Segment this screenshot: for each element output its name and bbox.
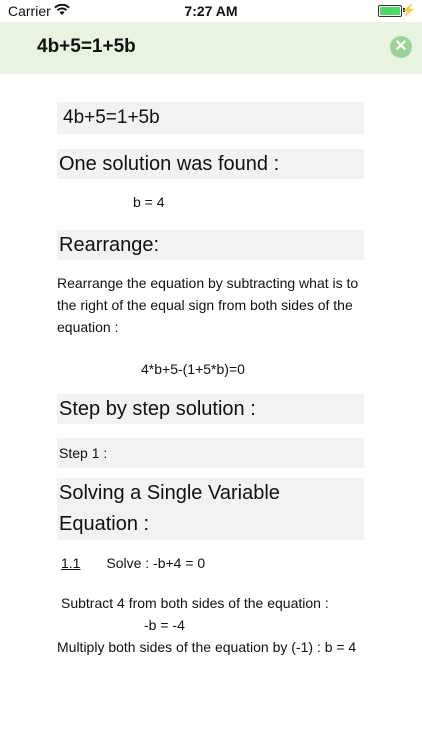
equation-box: 4b+5=1+5b bbox=[57, 102, 364, 134]
solution-heading: One solution was found : bbox=[57, 149, 364, 179]
multiply-text: Multiply both sides of the equation by (-1) : b = 4 bbox=[57, 639, 357, 655]
solution-content bbox=[57, 102, 364, 658]
step1-title: Solving a Single Variable Equation : bbox=[57, 478, 364, 540]
page-title: 4b+5=1+5b bbox=[37, 36, 136, 57]
rearrange-text: Rearrange the equation by subtracting what is to the right of the equal sign from both sides of the equation : bbox=[57, 275, 359, 335]
subtract-result: -b = -4 bbox=[144, 617, 185, 633]
clock: 7:27 AM bbox=[184, 3, 238, 19]
substep-row bbox=[61, 552, 364, 574]
close-icon[interactable]: ✕ bbox=[390, 36, 412, 58]
subtract-text: Subtract 4 from both sides of the equation : bbox=[61, 595, 329, 611]
title-bar bbox=[0, 22, 422, 74]
charging-icon: ⚡ bbox=[401, 3, 416, 17]
battery-icon bbox=[378, 5, 402, 17]
status-bar bbox=[0, 0, 422, 22]
substep-number[interactable]: 1.1 bbox=[61, 555, 81, 571]
solution-value: b = 4 bbox=[133, 194, 165, 210]
rearranged-equation: 4*b+5-(1+5*b)=0 bbox=[141, 361, 245, 377]
carrier-label: Carrier bbox=[8, 3, 51, 19]
steps-heading: Step by step solution : bbox=[57, 394, 364, 424]
step1-label: Step 1 : bbox=[57, 438, 364, 468]
substep-solve: Solve : -b+4 = 0 bbox=[106, 555, 206, 571]
rearrange-heading: Rearrange: bbox=[57, 230, 364, 260]
